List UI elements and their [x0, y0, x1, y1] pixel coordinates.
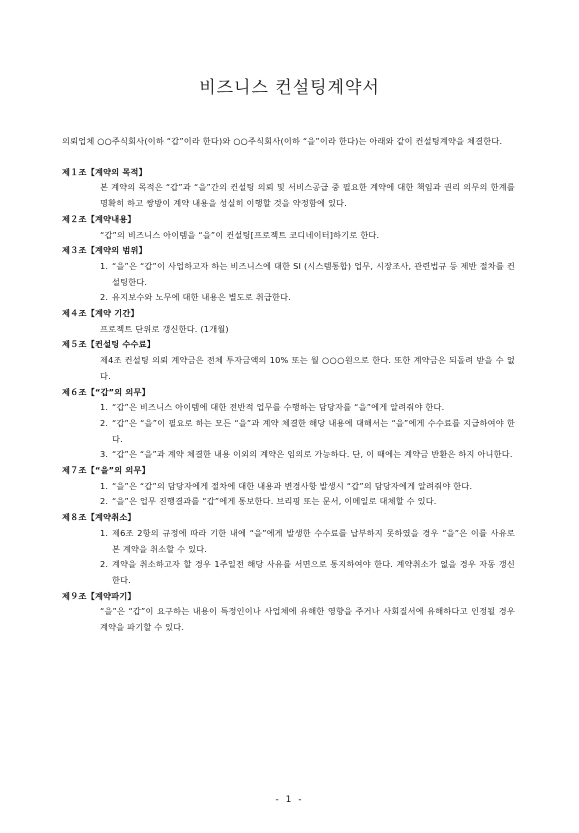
list-number: 1.	[100, 480, 109, 491]
article-4-heading: 제４조【계약 기간】	[62, 308, 139, 319]
article-2-body: “갑”의 비즈니스 아이템을 “을”이 컨설팅[프로젝트 코디네이터]하기로 한다.	[100, 229, 380, 240]
article-3-list	[62, 259, 515, 306]
list-text: 유지보수와 노무에 대한 내용은 별도로 취급한다.	[112, 292, 291, 303]
document-content	[62, 134, 515, 636]
list-item	[62, 526, 515, 557]
list-number: 1.	[100, 527, 109, 538]
list-text: “을”은 “갑”의 담당자에게 절차에 대한 내용과 변경사항 발생시 “갑”의 담당자에게 알려줘야 한다.	[112, 480, 473, 491]
list-text: 제6조 2항의 규정에 따라 기한 내에 “을”에게 발생한 수수료를 납부하지 못하였을 경우 “을”은 이를 사유로 본 계약을 취소할 수 있다.	[112, 527, 515, 554]
list-item	[62, 400, 515, 416]
list-text: “갑”은 비즈니스 아이템에 대한 전반적 업무를 수행하는 담당자를 “을”에게 알려줘야 한다.	[112, 402, 445, 413]
list-item	[62, 259, 515, 290]
list-number: 2.	[100, 292, 109, 303]
article-6-heading: 제６조【“갑”의 의무】	[62, 386, 151, 397]
list-item	[62, 557, 515, 588]
article-5-body: 제4조 컨설팅 의뢰 계약금은 전체 투자금액의 10% 또는 월 ○○○원으로 한다. 또한 계약금은 되돌려 받을 수 없다.	[100, 355, 515, 381]
article-8-list	[62, 526, 515, 589]
list-number: 1.	[100, 260, 109, 271]
list-number: 3.	[100, 449, 109, 460]
list-number: 2.	[100, 496, 109, 507]
intro-spacer	[62, 150, 515, 165]
list-text: 계약을 취소하고자 할 경우 1주일전 해당 사유를 서면으로 통지하여야 한다. 계약취소가 없을 경우 자동 갱신한다.	[112, 559, 515, 585]
list-text: “을”은 업무 진행결과를 “갑”에게 통보한다. 브리핑 또는 문서, 이메일로 대체할 수 있다.	[112, 496, 437, 507]
article-7-list	[62, 479, 515, 510]
article-3-heading: 제３조【계약의 범위】	[62, 245, 147, 256]
article-2-heading: 제２조【계약내용】	[62, 213, 136, 224]
article-9-heading: 제９조【계약파기】	[62, 590, 136, 601]
list-item	[62, 447, 515, 463]
list-item	[62, 494, 515, 510]
list-number: 2.	[100, 559, 109, 570]
article-7-heading: 제７조【“을”의 의무】	[62, 465, 151, 476]
intro-paragraph: 의뢰업체 ○○주식회사(이하 “갑”이라 한다)와 ○○주식회사(이하 “을”이라 한다)는 아래와 같이 컨설팅계약을 체결한다.	[62, 136, 503, 146]
article-1-heading: 제１조【계약의 목적】	[62, 166, 147, 177]
article-4-body: 프로젝트 단위로 갱신한다. (1개월)	[100, 323, 229, 334]
list-text: “을”은 “갑”이 사업하고자 하는 비즈니스에 대한 SI (시스템통합) 업무, 시장조사, 관련법규 등 제반 절차를 컨설팅한다.	[112, 260, 515, 287]
list-item	[62, 416, 515, 447]
list-item	[62, 479, 515, 495]
list-number: 1.	[100, 402, 109, 413]
article-6-list	[62, 400, 515, 463]
page-number: - 1 -	[275, 795, 304, 805]
list-item	[62, 290, 515, 306]
document-title: 비즈니스 컨설팅계약서	[199, 78, 380, 98]
article-8-heading: 제８조【계약취소】	[62, 512, 136, 523]
list-text: “갑”은 “을”이 필요로 하는 모든 “을”과 계약 체결한 해당 내용에 대해서는 “을”에게 수수료를 지급하여야 한다.	[112, 417, 515, 444]
article-1-body: 본 계약의 목적은 “갑”과 “을”간의 컨설팅 의뢰 및 서비스공급 중 필요한 계약에 대한 책임과 권리 의무의 한계를 명확히 하고 쌍방이 계약 내용을 성실히 이행할 것을 약정함에 있다.	[100, 182, 515, 209]
list-text: “갑”은 “을”과 계약 체결한 내용 이외의 계약은 임의로 가능하다. 단, 이 때에는 계약금 반환은 하지 아니한다.	[112, 449, 513, 460]
list-number: 2.	[100, 417, 109, 428]
article-9-body: “을”은 “갑”이 요구하는 내용이 특정인이나 사업체에 유해한 영향을 주거나 사회질서에 유해하다고 인정될 경우 계약을 파기할 수 있다.	[100, 606, 515, 633]
article-5-heading: 제５조【컨설팅 수수료】	[62, 339, 156, 350]
